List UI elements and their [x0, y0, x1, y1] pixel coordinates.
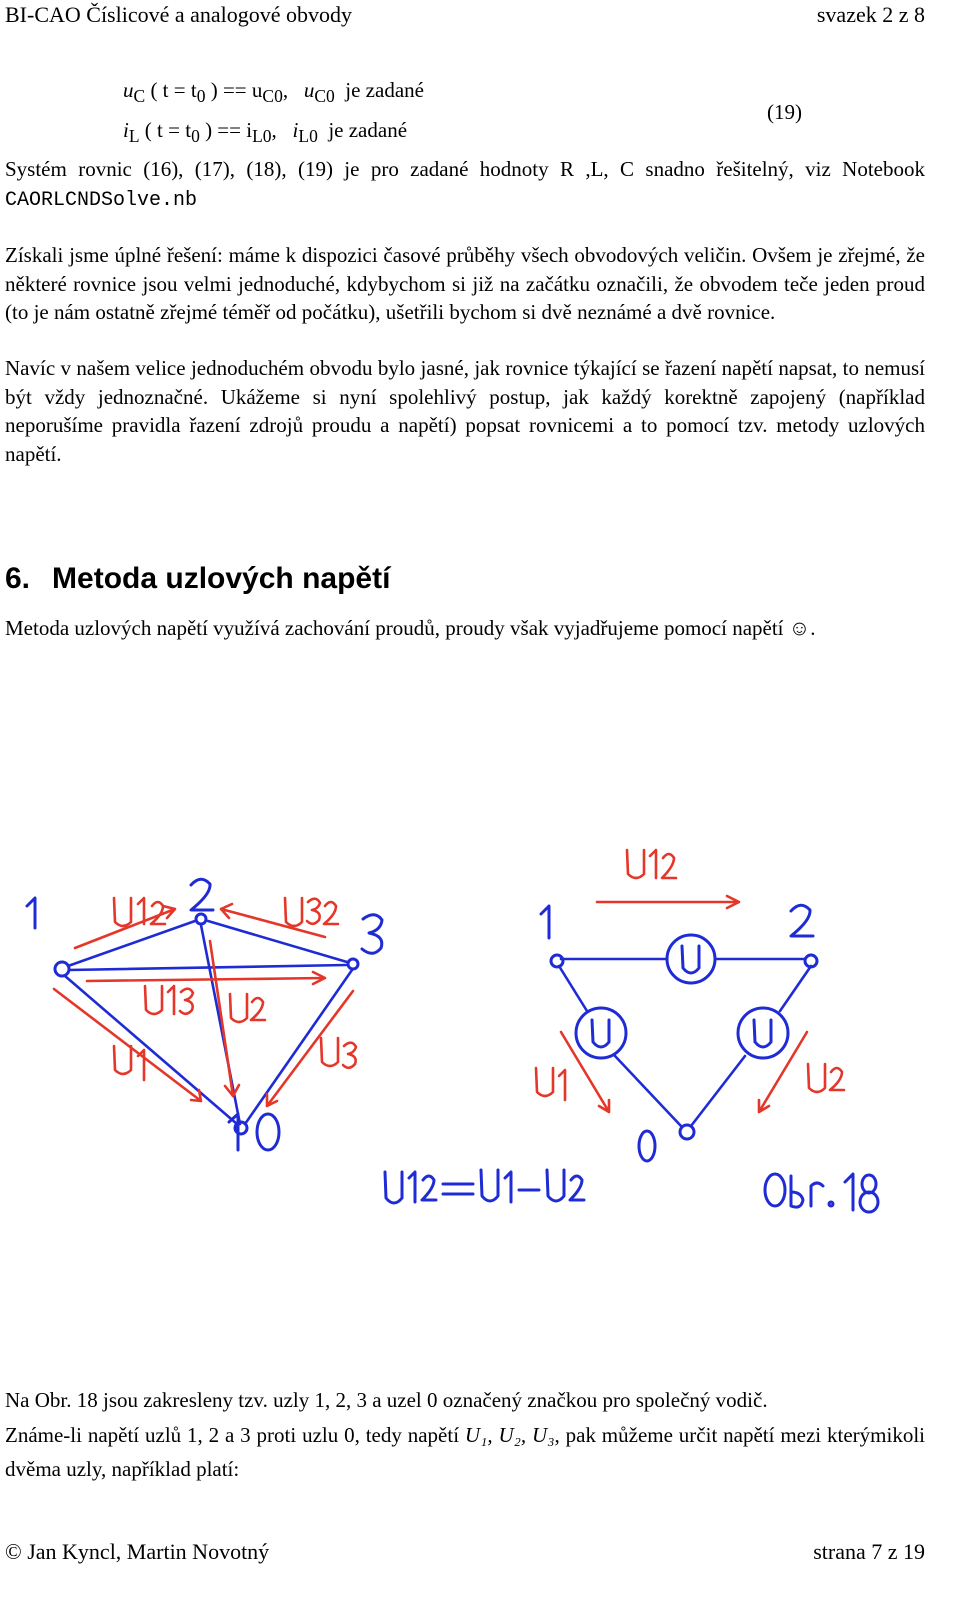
document-page [5, 0, 925, 1622]
right-node-1-dot [551, 955, 563, 967]
paragraph-method: Metoda uzlových napětí využívá zachování proudů, proudy však vyjadřujeme pomocí napětí ☺. [5, 616, 816, 640]
right-node-diagram [536, 850, 844, 1161]
wire-right [691, 966, 811, 1126]
wire-1-3 [69, 965, 346, 970]
page-header [5, 2, 925, 28]
header-volume: svazek 2 z 8 [816, 2, 925, 27]
source-left [576, 1008, 626, 1058]
node-3-dot [348, 959, 358, 969]
footer-authors: © Jan Kyncl, Martin Novotný [5, 1539, 270, 1564]
equation-line-1: $u_C$ ( $t = t_0$ ) == $u_{C0}$, $u_{C0}$ je zadané [123, 78, 424, 107]
equation-number: (19) [767, 100, 802, 124]
right-node-0-dot [680, 1125, 694, 1139]
label-right-node-0 [639, 1131, 655, 1161]
arrow-u1-left [54, 989, 201, 1101]
label-node-2 [191, 879, 213, 910]
label-right-node-1 [541, 906, 549, 938]
footer-page: strana 7 z 19 [813, 1539, 925, 1564]
source-right [738, 1008, 788, 1058]
handwritten-equation-u12 [385, 1170, 584, 1203]
source-left-u [592, 1020, 609, 1047]
source-top-u [682, 946, 699, 973]
arrow-u2-left [210, 941, 239, 1096]
label-node-0-zero [257, 1114, 279, 1150]
label-u32 [285, 898, 338, 926]
wire-3-0 [245, 970, 352, 1124]
label-u13 [145, 986, 193, 1014]
source-top [667, 935, 715, 983]
label-u2-left [230, 994, 265, 1022]
label-u1-right [536, 1068, 565, 1100]
label-u12-right [627, 850, 676, 878]
arrow-u13 [87, 972, 325, 984]
label-node-1 [27, 898, 35, 928]
source-right-u [754, 1020, 771, 1047]
left-node-diagram [27, 879, 382, 1150]
label-u2-right [808, 1064, 844, 1092]
node-2-dot [196, 914, 206, 924]
equation-line-2: $i_L$ ( $t = t_0$ ) == $i_{L0}$, $i_{L0}$ je zadané [123, 118, 408, 147]
paragraph-motivation: Navíc v našem velice jednoduchém obvodu bylo jasné, jak rovnice týkající se řazení napětí napsat, to nemusí být vždy jednoznačné. Ukážeme si nyní spolehlivý postup, jak každý korektně zapojený (například neporušíme pravidla řazení zdrojů proudu a napětí) popsat rovnicemi a to pomocí tzv. metody uzlových napětí. [5, 356, 925, 466]
node-1-dot [55, 962, 69, 976]
left-voltage-labels [114, 898, 356, 1080]
header-title: BI-CAO Číslicové a analogové obvody [5, 2, 353, 27]
handwritten-caption-obr-18 [765, 1174, 878, 1212]
label-right-node-2 [791, 905, 813, 936]
section-heading: 6. Metoda uzlových napětí [5, 562, 391, 595]
page-footer [5, 1539, 925, 1565]
notebook-filename: CAORLCNDSolve.nb [5, 188, 198, 212]
voltage-arrows-right [561, 896, 807, 1112]
right-voltage-labels [536, 850, 844, 1100]
paragraph-nodes: Na Obr. 18 jsou zakresleny tzv. uzly 1, 2, 3 a uzel 0 označený značkou pro společný vodič. [5, 1388, 768, 1412]
label-u3 [321, 1038, 356, 1068]
arrow-u1-right [561, 1032, 609, 1112]
wire-3-2 [208, 921, 347, 962]
label-u1-left [114, 1046, 144, 1080]
wire-1-0 [65, 976, 237, 1124]
figure-obr-18 [5, 806, 925, 1306]
arrow-u32 [221, 904, 325, 937]
paragraph-solution: Získali jsme úplné řešení: máme k dispozici časové průběhy všech obvodových veličin. Ovšem je zřejmé, že některé rovnice jsou velmi jednoduché, kdybychom si již na začátku označili, že obvodem teče jeden proud (to je nám ostatně zřejmé téměř od počátku), ušetřili bychom si dvě neznámé a dvě rovnice. [5, 243, 925, 324]
label-node-3 [362, 915, 382, 954]
paragraph-voltages: Známe-li napětí uzlů 1, 2 a 3 proti uzlu 0, tedy napětí U₁, U₂, U₃, pak můžeme určit napětí mezi kterýmikoli dvěma uzly, například platí: [5, 1423, 925, 1481]
label-node-0-one [229, 1114, 238, 1150]
arrow-u12-right [597, 896, 739, 908]
wire-left [559, 966, 681, 1126]
paragraph-system: Systém rovnic (16), (17), (18), (19) je pro zadané hodnoty R ,L, C snadno řešitelný, viz Notebook CAORLCNDSolve.nb [5, 157, 925, 212]
arrow-u3 [267, 991, 353, 1106]
arrow-u2-right [759, 1032, 807, 1112]
node-voltage-vars: U₁, U₂, U₃ [464, 1423, 555, 1447]
